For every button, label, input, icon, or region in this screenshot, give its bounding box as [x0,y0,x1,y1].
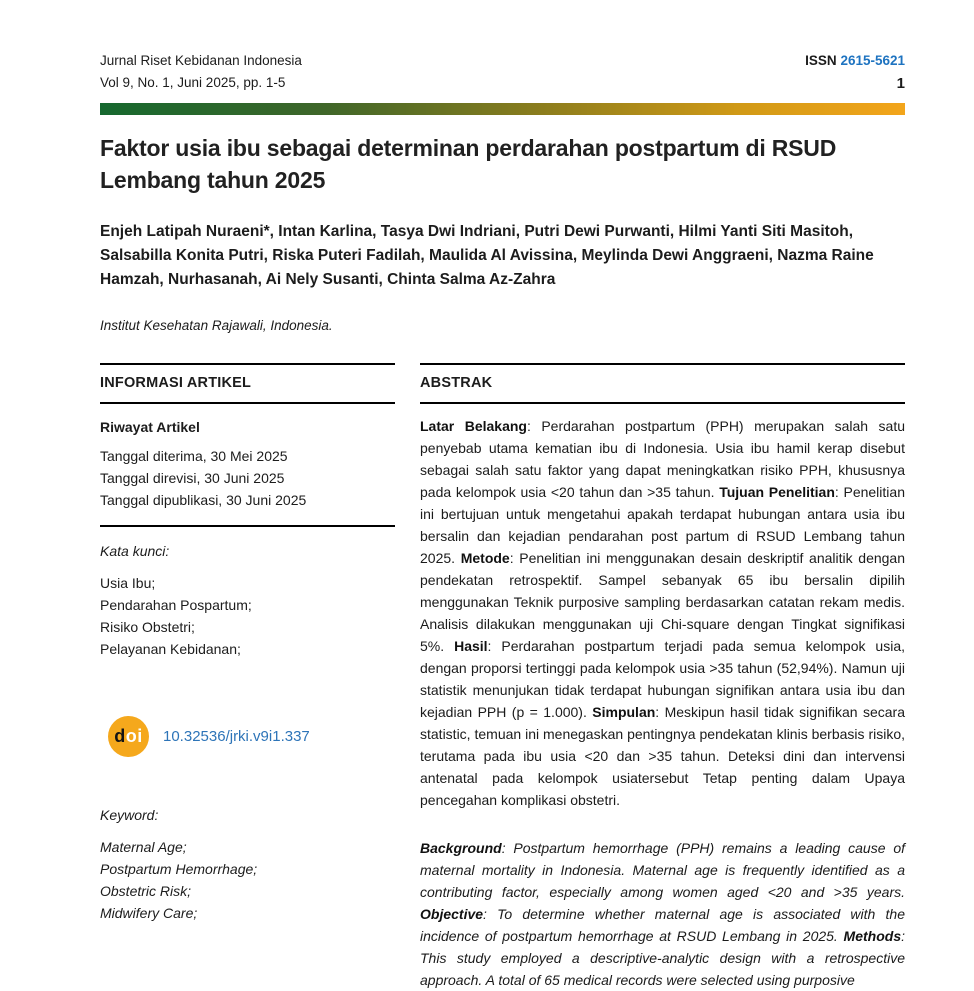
history-heading: Riwayat Artikel [100,418,200,435]
article-affiliation: Institut Kesehatan Rajawali, Indonesia. [100,317,333,333]
doi-row [108,716,395,757]
abstract-section-label: Objective [420,905,484,922]
abstract-section-label: Latar Belakang [420,417,527,434]
abstract-indonesian: Latar Belakang: Perdarahan postpartum (PPH) merupakan salah satu penyebab utama kematian ibu di Indonesia. Usia ibu hamil kerap disebut sebagai salah satu faktor yang dapat meningkatkan risiko PPH, khususnya pada kelompok usia <20 tahun dan >35 tahun. Tujuan Penelitian: Penelitian ini bertujuan untuk mengetahui apakah terdapat hubungan antara usia ibu bersalin dan kejadian pendarahan post partum di RSUD Lembang tahun 2025. Metode: Penelitian ini menggunakan desain deskriptif analitik dengan pendekatan retrospektif. Sampel sebanyak 65 ibu bersalin dipilih menggunakan Teknik purposive sampling berdasarkan catatan rekam medis. Analisis dilakukan menggunakan uji Chi-square dengan Tingkat signifikasi 5%. Hasil: Perdarahan postpartum terjadi pada semua kelompok usia, dengan proporsi tertinggi pada kelompok usia >35 tahun (52,94%). Namun uji statistik menunjukan tidak terdapat hubungan signifikan antara usia ibu dan kejadian PPH (p = 1.000). Simpulan: Meskipun hasil tidak signifikan secara statistic, temuan ini menegaskan pentingnya pendekatan klinis berbasis risiko, terutama pada ibu usia <20 dan >35 tahun. Deteksi dini dan intervensi antenatal pada kelompok usiatersebut Tetap penting dalam Upaya pencegahan komplikasi obstetri. [420,417,906,808]
rule-under-info-heading [100,402,395,404]
article-authors: Enjeh Latipah Nuraeni*, Intan Karlina, Tasya Dwi Indriani, Putri Dewi Purwanti, Hilmi Yanti Siti Masitoh, Salsabilla Konita Putri, Riska Puteri Fadilah, Maulida Al Avissina, Meylinda Dewi Anggraeni, Nazma Raine Hamzah, Nurhasanah, Ai Nely Susanti, Chinta Salma Az-Zahra [100,222,874,288]
info-heading: INFORMASI ARTIKEL [100,374,252,391]
doi-icon-letter-d: d [114,725,126,746]
list-item: Tanggal dipublikasi, 30 Juni 2025 [100,491,307,508]
keywords-id-label: Kata kunci: [100,542,170,559]
list-item: Midwifery Care; [100,904,198,921]
header-divider-bar [100,103,905,115]
list-item: Tanggal diterima, 30 Mei 2025 [100,447,288,464]
list-item: Postpartum Hemorrhage; [100,860,258,877]
abstract-column [420,363,905,991]
list-item: Risiko Obstetri; [100,618,195,635]
article-info-column [100,363,395,991]
page-number: 1 [896,74,905,92]
issn-line [805,50,905,72]
journal-identity [100,50,302,93]
rule-under-abstract-heading [420,402,905,404]
list-item: Obstetric Risk; [100,882,192,899]
list-item: Maternal Age; [100,838,187,855]
list-item: Usia Ibu; [100,574,156,591]
doi-icon-letters-oi: oi [125,725,143,746]
doi-link[interactable]: 10.32536/jrki.v9i1.337 [163,727,310,745]
issn-block [805,50,905,96]
abstract-section-label: Background [420,839,502,856]
abstract-section-label: Simpulan [592,703,656,720]
keywords-en-list [100,836,395,924]
rule-under-dates [100,525,395,527]
keywords-en-label: Keyword: [100,806,159,823]
journal-name: Jurnal Riset Kebidanan Indonesia [100,53,302,68]
abstract-heading: ABSTRAK [420,374,493,391]
issn-label: ISSN [805,53,841,68]
abstract-section-label: Hasil [454,637,488,654]
history-dates [100,445,395,525]
abstract-section-label: Metode [460,549,510,566]
article-body-columns [100,363,905,991]
abstract-english: Background: Postpartum hemorrhage (PPH) remains a leading cause of maternal mortality in Indonesia. Maternal age is frequently identified as a contributing factor, especially among women aged <20 and >35 years. Objective: To determine whether maternal age is associated with the incidence of postpartum hemorrhage at RSUD Lembang in 2025. Methods: This study employed a descriptive-analytic design with a retrospective approach. A total of 65 medical records were selected using purposive [420,839,905,988]
list-item: Tanggal direvisi, 30 Juni 2025 [100,469,285,486]
doi-icon [108,716,149,757]
page-header [100,50,905,96]
volume-info: Vol 9, No. 1, Juni 2025, pp. 1-5 [100,74,286,90]
list-item: Pendarahan Pospartum; [100,596,252,613]
issn-number-link[interactable]: 2615-5621 [840,53,905,68]
keywords-en-block [100,807,395,924]
article-title: Faktor usia ibu sebagai determinan perdarahan postpartum di RSUD Lembang tahun 2025 [100,134,837,194]
abstract-section-label: Methods [843,927,902,944]
abstract-section-label: Tujuan Penelitian [719,483,835,500]
list-item: Pelayanan Kebidanan; [100,640,241,657]
keywords-id-list [100,572,395,660]
